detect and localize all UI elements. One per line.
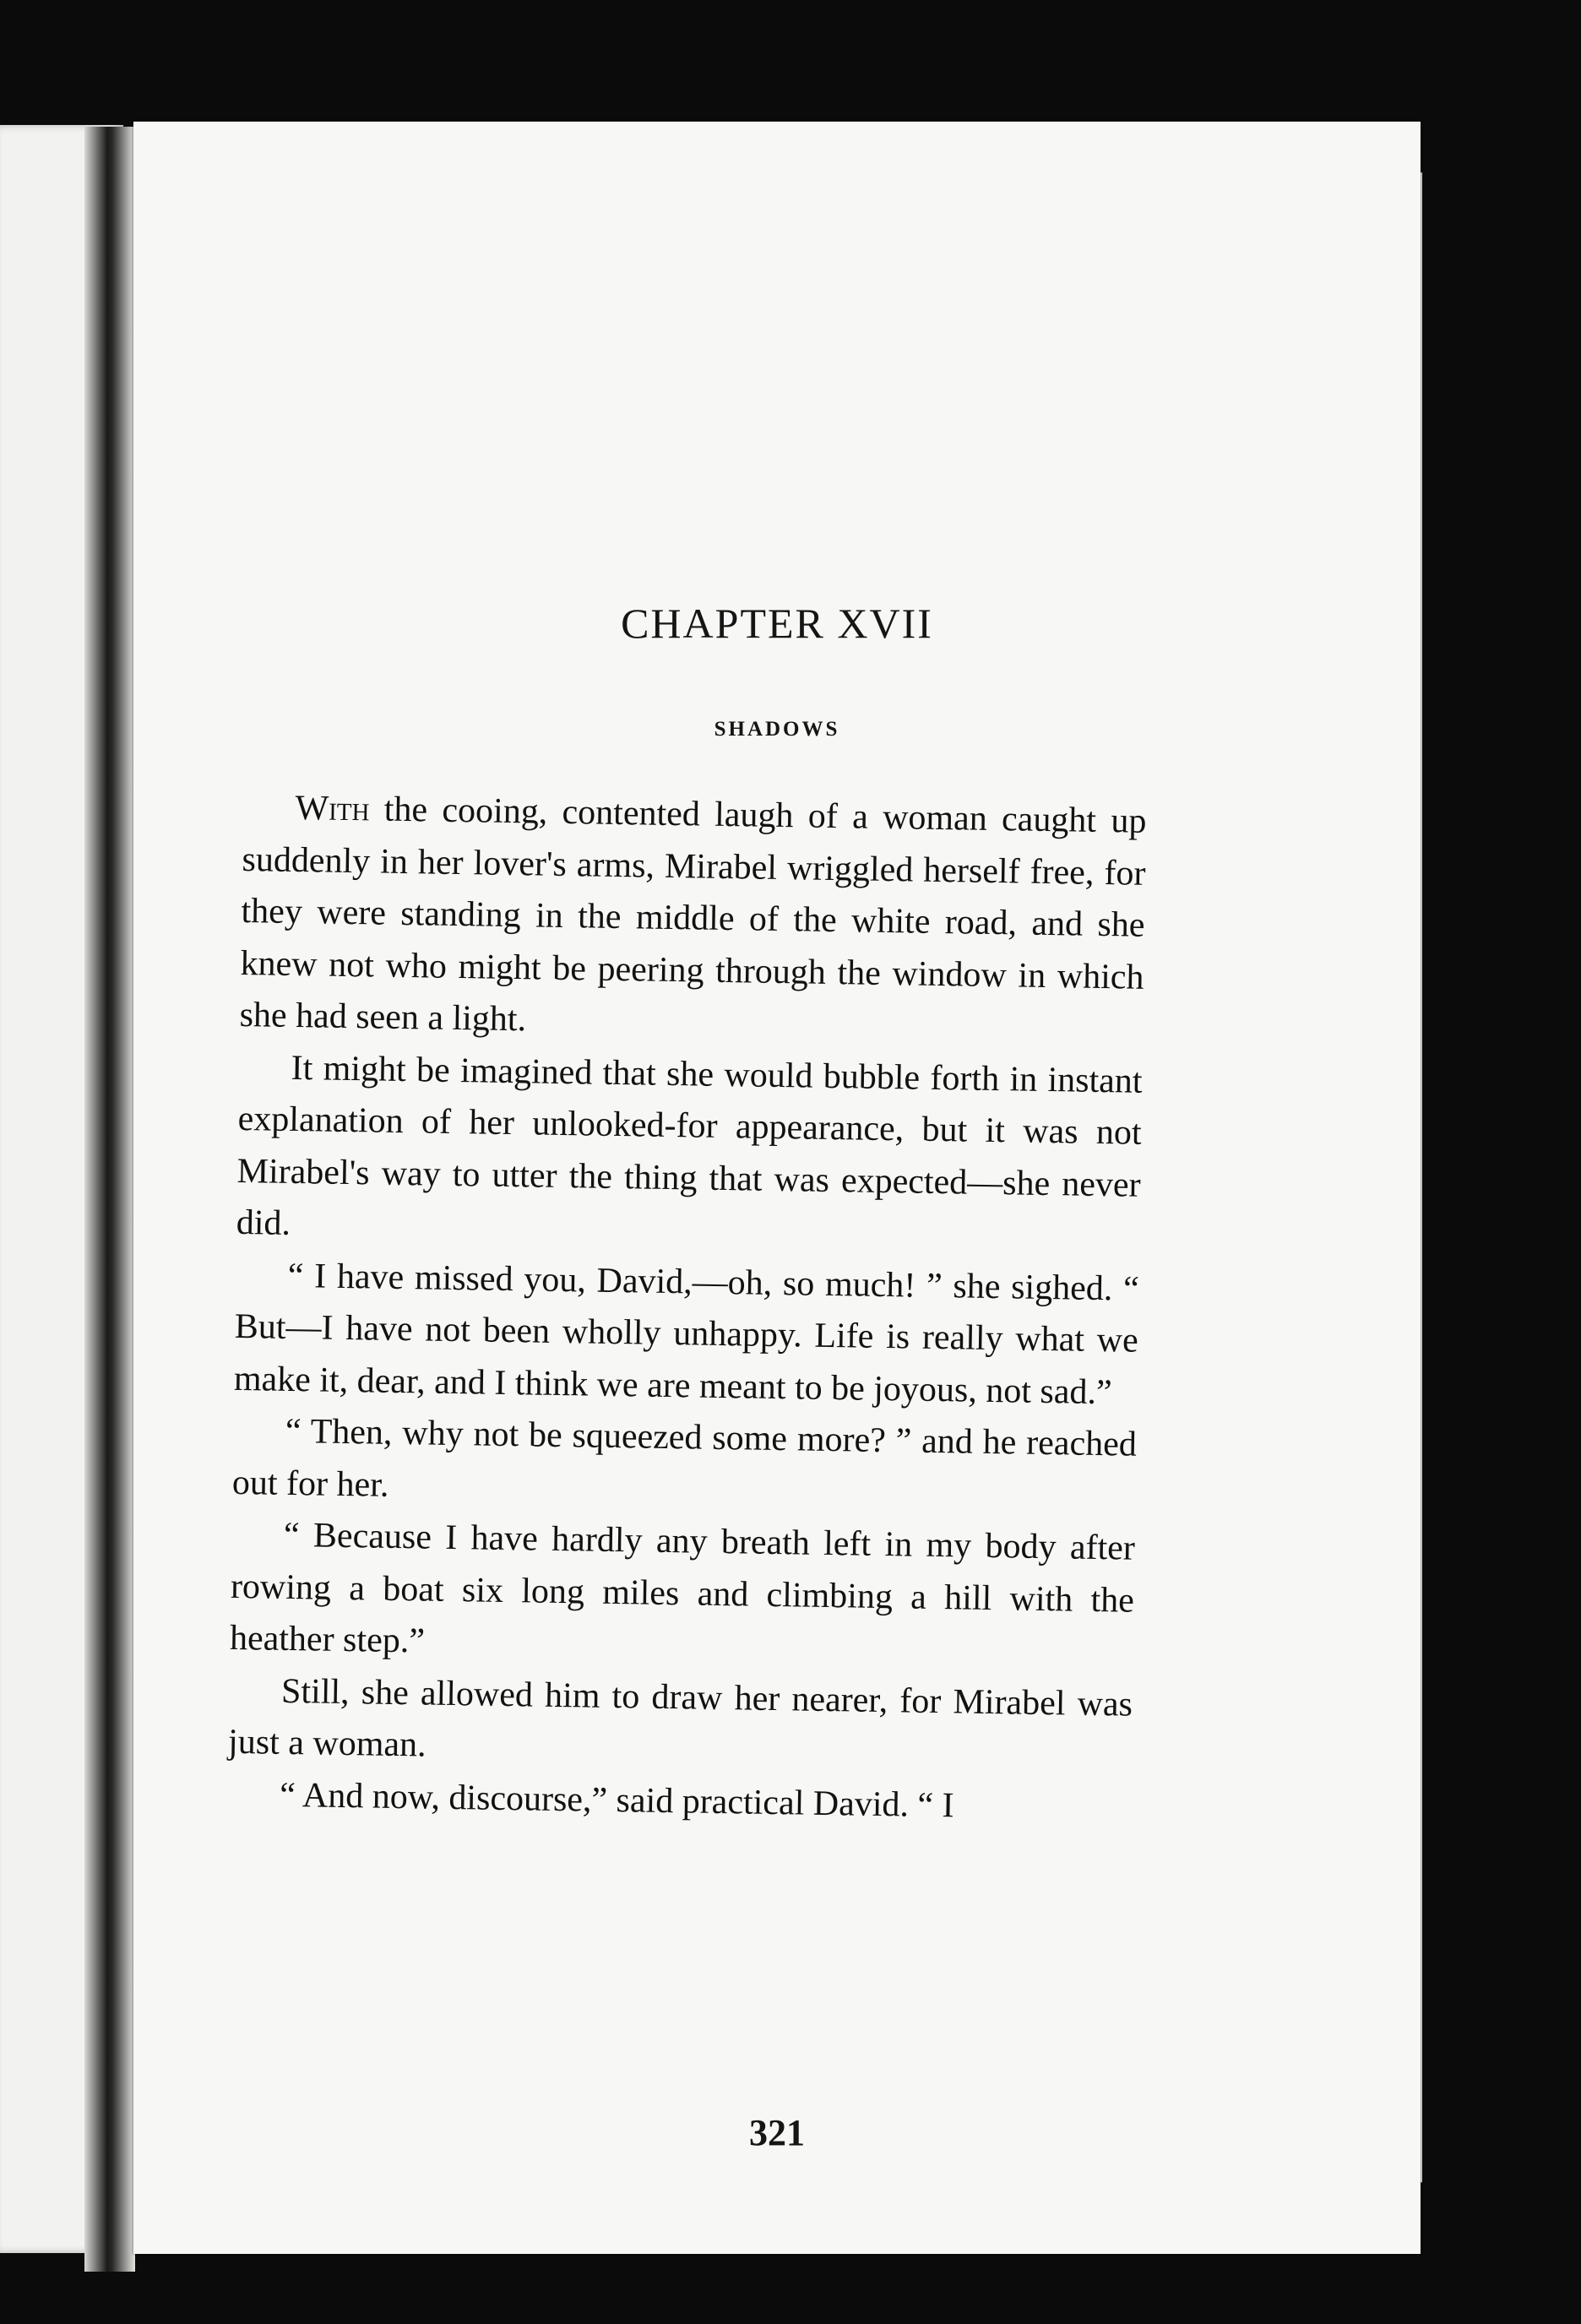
chapter-subtitle: SHADOWS bbox=[714, 718, 840, 741]
paragraph: “ Because I have hardly any breath left in my body after rowing a boat six long miles and climbing a hill with the heather step.” bbox=[229, 1515, 1136, 1661]
paragraph: “ I have missed you, David,—oh, so much! ” she sighed. “ But—I have not been wholly unhappy. Life is really what we make it, dear, and I think we are meant to be joyous, not sad.” bbox=[233, 1256, 1140, 1412]
paragraph-lead-word: With bbox=[295, 788, 370, 829]
paragraph: It might be imagined that she would bubble forth in instant explanation of her unlooked-for appearance, but it was not Mirabel's way to utter the thing that was expected—she never did. bbox=[236, 1048, 1143, 1243]
body-text bbox=[227, 782, 1147, 1835]
chapter-title: CHAPTER XVII bbox=[621, 600, 933, 647]
paragraph: Still, she allowed him to draw her nearer, for Mirabel was just a woman. bbox=[227, 1671, 1133, 1765]
paragraph: “ And now, discourse,” said practical David. “ I bbox=[279, 1775, 954, 1825]
book-gutter bbox=[84, 127, 135, 2272]
paragraph: “ Then, why not be squeezed some more? ” and he reached out for her. bbox=[231, 1411, 1138, 1505]
paragraph-text: the cooing, contented laugh of a woman caught up suddenly in her lover's arms, Mirabel wriggled herself free, for they were standing in the middle of the white road, and she knew not who might be peering through the window in which she had seen a light. bbox=[239, 790, 1147, 1040]
book-page bbox=[133, 122, 1421, 2254]
paragraph bbox=[239, 782, 1147, 1056]
page-number: 321 bbox=[749, 2112, 805, 2153]
